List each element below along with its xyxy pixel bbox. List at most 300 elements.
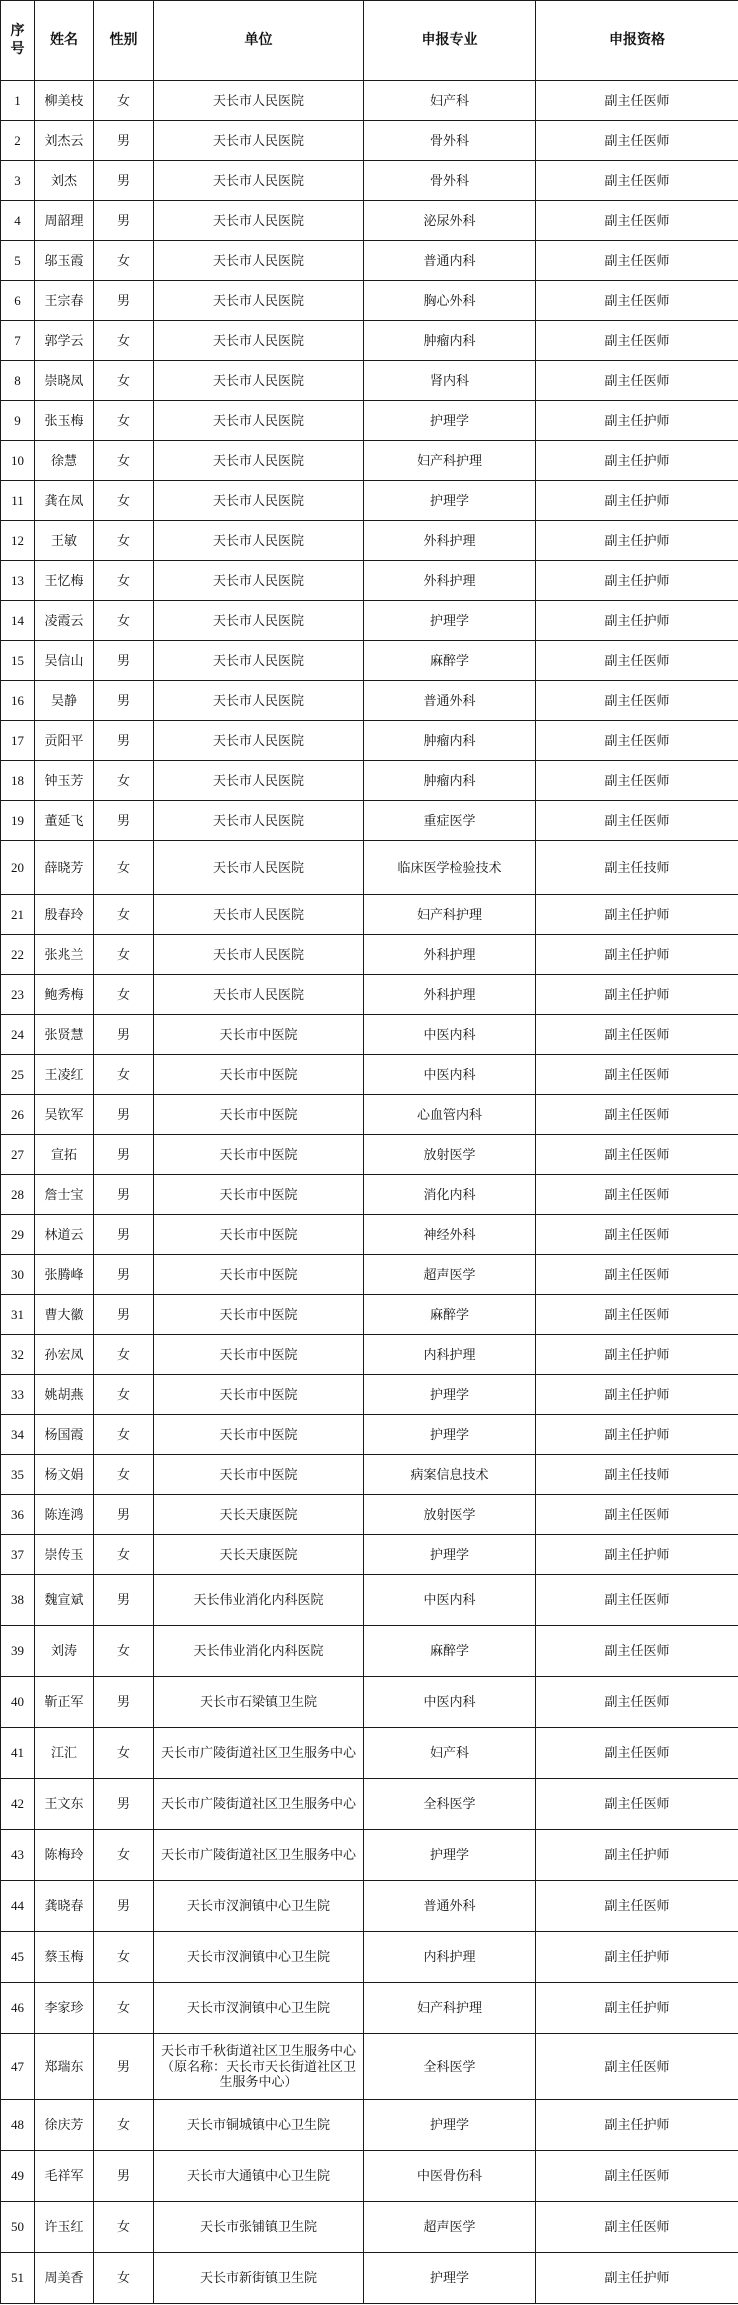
cell-qualification: 副主任医师 xyxy=(536,241,738,281)
cell-name: 王凌红 xyxy=(35,1055,94,1095)
table-row xyxy=(1,1728,738,1779)
cell-unit: 天长市中医院 xyxy=(154,1095,364,1135)
cell-gender: 女 xyxy=(94,2253,154,2304)
header-no: 序号 xyxy=(1,1,35,81)
cell-qualification: 副主任医师 xyxy=(536,1575,738,1626)
cell-qualification: 副主任医师 xyxy=(536,1626,738,1677)
cell-no: 6 xyxy=(1,281,35,321)
cell-name: 龚晓春 xyxy=(35,1881,94,1932)
cell-no: 13 xyxy=(1,561,35,601)
cell-no: 28 xyxy=(1,1175,35,1215)
cell-qualification: 副主任技师 xyxy=(536,1455,738,1495)
table-row xyxy=(1,481,738,521)
cell-gender: 女 xyxy=(94,761,154,801)
cell-gender: 男 xyxy=(94,1779,154,1830)
cell-name: 刘杰 xyxy=(35,161,94,201)
cell-specialty: 护理学 xyxy=(364,1535,536,1575)
cell-qualification: 副主任医师 xyxy=(536,1728,738,1779)
cell-specialty: 肿瘤内科 xyxy=(364,721,536,761)
table-row xyxy=(1,1535,738,1575)
cell-name: 张兆兰 xyxy=(35,935,94,975)
cell-qualification: 副主任医师 xyxy=(536,801,738,841)
cell-specialty: 放射医学 xyxy=(364,1135,536,1175)
cell-unit: 天长市广陵街道社区卫生服务中心 xyxy=(154,1830,364,1881)
cell-specialty: 超声医学 xyxy=(364,1255,536,1295)
cell-gender: 女 xyxy=(94,841,154,895)
cell-unit: 天长市人民医院 xyxy=(154,241,364,281)
cell-specialty: 肾内科 xyxy=(364,361,536,401)
cell-no: 19 xyxy=(1,801,35,841)
cell-gender: 女 xyxy=(94,1932,154,1983)
cell-unit: 天长市人民医院 xyxy=(154,975,364,1015)
cell-unit: 天长天康医院 xyxy=(154,1535,364,1575)
cell-gender: 女 xyxy=(94,401,154,441)
cell-qualification: 副主任护师 xyxy=(536,895,738,935)
cell-qualification: 副主任医师 xyxy=(536,321,738,361)
cell-specialty: 麻醉学 xyxy=(364,1626,536,1677)
cell-qualification: 副主任医师 xyxy=(536,201,738,241)
cell-specialty: 妇产科 xyxy=(364,1728,536,1779)
cell-gender: 女 xyxy=(94,1983,154,2034)
cell-specialty: 妇产科护理 xyxy=(364,1983,536,2034)
cell-qualification: 副主任护师 xyxy=(536,1415,738,1455)
cell-gender: 女 xyxy=(94,935,154,975)
cell-specialty: 外科护理 xyxy=(364,561,536,601)
table-row xyxy=(1,1932,738,1983)
cell-specialty: 中医内科 xyxy=(364,1677,536,1728)
cell-name: 刘涛 xyxy=(35,1626,94,1677)
cell-no: 18 xyxy=(1,761,35,801)
cell-qualification: 副主任医师 xyxy=(536,1015,738,1055)
cell-unit: 天长市中医院 xyxy=(154,1295,364,1335)
cell-gender: 女 xyxy=(94,1535,154,1575)
cell-no: 49 xyxy=(1,2151,35,2202)
table-row xyxy=(1,81,738,121)
table-row xyxy=(1,1215,738,1255)
cell-unit: 天长市铜城镇中心卫生院 xyxy=(154,2100,364,2151)
table-row xyxy=(1,2151,738,2202)
cell-no: 50 xyxy=(1,2202,35,2253)
cell-gender: 男 xyxy=(94,1881,154,1932)
table-row xyxy=(1,1677,738,1728)
cell-unit: 天长市中医院 xyxy=(154,1215,364,1255)
cell-unit: 天长市大通镇中心卫生院 xyxy=(154,2151,364,2202)
cell-qualification: 副主任护师 xyxy=(536,935,738,975)
cell-qualification: 副主任医师 xyxy=(536,1215,738,1255)
cell-unit: 天长市人民医院 xyxy=(154,161,364,201)
cell-specialty: 妇产科 xyxy=(364,81,536,121)
cell-qualification: 副主任护师 xyxy=(536,521,738,561)
cell-name: 杨文娟 xyxy=(35,1455,94,1495)
cell-unit: 天长市人民医院 xyxy=(154,521,364,561)
cell-gender: 男 xyxy=(94,161,154,201)
cell-no: 44 xyxy=(1,1881,35,1932)
table-row xyxy=(1,1095,738,1135)
cell-specialty: 外科护理 xyxy=(364,935,536,975)
cell-qualification: 副主任护师 xyxy=(536,975,738,1015)
cell-gender: 男 xyxy=(94,1495,154,1535)
cell-specialty: 超声医学 xyxy=(364,2202,536,2253)
cell-gender: 女 xyxy=(94,1728,154,1779)
table-row xyxy=(1,1175,738,1215)
cell-name: 崇晓凤 xyxy=(35,361,94,401)
table-row xyxy=(1,1295,738,1335)
cell-gender: 女 xyxy=(94,2100,154,2151)
cell-name: 龚在凤 xyxy=(35,481,94,521)
cell-qualification: 副主任医师 xyxy=(536,2034,738,2100)
cell-unit: 天长市人民医院 xyxy=(154,561,364,601)
cell-name: 蔡玉梅 xyxy=(35,1932,94,1983)
cell-no: 42 xyxy=(1,1779,35,1830)
table-row xyxy=(1,2253,738,2304)
cell-gender: 女 xyxy=(94,361,154,401)
cell-specialty: 中医内科 xyxy=(364,1575,536,1626)
cell-name: 周韶理 xyxy=(35,201,94,241)
cell-qualification: 副主任医师 xyxy=(536,1677,738,1728)
cell-specialty: 妇产科护理 xyxy=(364,895,536,935)
cell-specialty: 普通内科 xyxy=(364,241,536,281)
table-header xyxy=(1,1,738,81)
table-row xyxy=(1,2034,738,2100)
cell-unit: 天长市人民医院 xyxy=(154,361,364,401)
cell-name: 崇传玉 xyxy=(35,1535,94,1575)
table-row xyxy=(1,1779,738,1830)
cell-name: 靳正军 xyxy=(35,1677,94,1728)
cell-qualification: 副主任医师 xyxy=(536,1881,738,1932)
cell-name: 李家珍 xyxy=(35,1983,94,2034)
cell-name: 宣拓 xyxy=(35,1135,94,1175)
cell-specialty: 肿瘤内科 xyxy=(364,761,536,801)
cell-qualification: 副主任医师 xyxy=(536,2202,738,2253)
cell-no: 51 xyxy=(1,2253,35,2304)
cell-specialty: 全科医学 xyxy=(364,2034,536,2100)
cell-specialty: 中医内科 xyxy=(364,1055,536,1095)
cell-gender: 女 xyxy=(94,1455,154,1495)
cell-qualification: 副主任医师 xyxy=(536,1255,738,1295)
cell-qualification: 副主任护师 xyxy=(536,481,738,521)
cell-specialty: 内科护理 xyxy=(364,1335,536,1375)
cell-no: 39 xyxy=(1,1626,35,1677)
cell-name: 董延飞 xyxy=(35,801,94,841)
cell-name: 毛祥军 xyxy=(35,2151,94,2202)
cell-qualification: 副主任医师 xyxy=(536,1779,738,1830)
cell-no: 47 xyxy=(1,2034,35,2100)
table-row xyxy=(1,201,738,241)
cell-gender: 男 xyxy=(94,121,154,161)
cell-specialty: 放射医学 xyxy=(364,1495,536,1535)
table-row xyxy=(1,1983,738,2034)
table-row xyxy=(1,1881,738,1932)
cell-unit: 天长市人民医院 xyxy=(154,801,364,841)
cell-gender: 男 xyxy=(94,1677,154,1728)
table-row xyxy=(1,1495,738,1535)
cell-unit: 天长市人民医院 xyxy=(154,761,364,801)
header-row xyxy=(1,1,738,81)
table-row xyxy=(1,1455,738,1495)
cell-no: 29 xyxy=(1,1215,35,1255)
cell-name: 吴信山 xyxy=(35,641,94,681)
cell-specialty: 中医骨伤科 xyxy=(364,2151,536,2202)
table-row xyxy=(1,121,738,161)
cell-name: 徐慧 xyxy=(35,441,94,481)
cell-gender: 女 xyxy=(94,1335,154,1375)
cell-gender: 女 xyxy=(94,895,154,935)
cell-name: 周美香 xyxy=(35,2253,94,2304)
cell-qualification: 副主任医师 xyxy=(536,721,738,761)
cell-name: 吴钦军 xyxy=(35,1095,94,1135)
table-row xyxy=(1,281,738,321)
cell-gender: 女 xyxy=(94,2202,154,2253)
header-gender: 性别 xyxy=(94,1,154,81)
cell-name: 刘杰云 xyxy=(35,121,94,161)
cell-unit: 天长市人民医院 xyxy=(154,281,364,321)
cell-unit: 天长市人民医院 xyxy=(154,681,364,721)
cell-no: 33 xyxy=(1,1375,35,1415)
cell-gender: 女 xyxy=(94,1055,154,1095)
cell-gender: 男 xyxy=(94,1575,154,1626)
cell-unit: 天长市人民医院 xyxy=(154,321,364,361)
cell-name: 柳美枝 xyxy=(35,81,94,121)
table-row xyxy=(1,1255,738,1295)
table-row xyxy=(1,2100,738,2151)
cell-unit: 天长天康医院 xyxy=(154,1495,364,1535)
cell-qualification: 副主任医师 xyxy=(536,1495,738,1535)
cell-unit: 天长市人民医院 xyxy=(154,841,364,895)
cell-gender: 女 xyxy=(94,561,154,601)
cell-qualification: 副主任护师 xyxy=(536,1535,738,1575)
cell-name: 凌霞云 xyxy=(35,601,94,641)
cell-unit: 天长伟业消化内科医院 xyxy=(154,1626,364,1677)
cell-qualification: 副主任技师 xyxy=(536,841,738,895)
cell-unit: 天长市中医院 xyxy=(154,1255,364,1295)
cell-gender: 女 xyxy=(94,81,154,121)
table-row xyxy=(1,441,738,481)
table-row xyxy=(1,895,738,935)
cell-specialty: 护理学 xyxy=(364,2100,536,2151)
cell-specialty: 麻醉学 xyxy=(364,1295,536,1335)
cell-gender: 男 xyxy=(94,1095,154,1135)
cell-name: 王忆梅 xyxy=(35,561,94,601)
cell-qualification: 副主任护师 xyxy=(536,1335,738,1375)
cell-no: 1 xyxy=(1,81,35,121)
cell-name: 詹士宝 xyxy=(35,1175,94,1215)
cell-gender: 女 xyxy=(94,521,154,561)
cell-name: 张玉梅 xyxy=(35,401,94,441)
cell-gender: 女 xyxy=(94,1830,154,1881)
cell-name: 王敏 xyxy=(35,521,94,561)
cell-gender: 男 xyxy=(94,1255,154,1295)
cell-unit: 天长市中医院 xyxy=(154,1455,364,1495)
header-name: 姓名 xyxy=(35,1,94,81)
cell-qualification: 副主任医师 xyxy=(536,2151,738,2202)
cell-unit: 天长市人民医院 xyxy=(154,641,364,681)
cell-gender: 男 xyxy=(94,1135,154,1175)
cell-specialty: 骨外科 xyxy=(364,161,536,201)
cell-unit: 天长市广陵街道社区卫生服务中心 xyxy=(154,1779,364,1830)
cell-gender: 男 xyxy=(94,1015,154,1055)
cell-qualification: 副主任护师 xyxy=(536,401,738,441)
cell-name: 钟玉芳 xyxy=(35,761,94,801)
table-row xyxy=(1,161,738,201)
table-row xyxy=(1,1135,738,1175)
cell-name: 王宗春 xyxy=(35,281,94,321)
table-row xyxy=(1,601,738,641)
cell-no: 16 xyxy=(1,681,35,721)
cell-unit: 天长市中医院 xyxy=(154,1055,364,1095)
cell-specialty: 普通外科 xyxy=(364,1881,536,1932)
table-row xyxy=(1,2202,738,2253)
cell-specialty: 护理学 xyxy=(364,2253,536,2304)
cell-qualification: 副主任医师 xyxy=(536,1135,738,1175)
cell-no: 40 xyxy=(1,1677,35,1728)
cell-unit: 天长市中医院 xyxy=(154,1375,364,1415)
cell-no: 21 xyxy=(1,895,35,935)
cell-no: 32 xyxy=(1,1335,35,1375)
cell-no: 17 xyxy=(1,721,35,761)
cell-no: 38 xyxy=(1,1575,35,1626)
table-row xyxy=(1,241,738,281)
cell-qualification: 副主任医师 xyxy=(536,361,738,401)
cell-qualification: 副主任护师 xyxy=(536,1983,738,2034)
cell-gender: 男 xyxy=(94,1295,154,1335)
cell-no: 26 xyxy=(1,1095,35,1135)
table-row xyxy=(1,681,738,721)
cell-no: 4 xyxy=(1,201,35,241)
cell-unit: 天长市广陵街道社区卫生服务中心 xyxy=(154,1728,364,1779)
cell-gender: 女 xyxy=(94,441,154,481)
cell-name: 许玉红 xyxy=(35,2202,94,2253)
cell-name: 吴静 xyxy=(35,681,94,721)
cell-qualification: 副主任医师 xyxy=(536,121,738,161)
table-row xyxy=(1,641,738,681)
cell-specialty: 中医内科 xyxy=(364,1015,536,1055)
cell-unit: 天长市人民医院 xyxy=(154,721,364,761)
cell-gender: 女 xyxy=(94,321,154,361)
cell-gender: 男 xyxy=(94,681,154,721)
cell-no: 34 xyxy=(1,1415,35,1455)
cell-name: 薛晓芳 xyxy=(35,841,94,895)
table-row xyxy=(1,521,738,561)
cell-name: 曹大徽 xyxy=(35,1295,94,1335)
cell-no: 10 xyxy=(1,441,35,481)
cell-name: 陈梅玲 xyxy=(35,1830,94,1881)
cell-qualification: 副主任护师 xyxy=(536,1932,738,1983)
cell-specialty: 消化内科 xyxy=(364,1175,536,1215)
cell-gender: 男 xyxy=(94,281,154,321)
cell-qualification: 副主任医师 xyxy=(536,641,738,681)
cell-name: 殷春玲 xyxy=(35,895,94,935)
cell-unit: 天长市人民医院 xyxy=(154,895,364,935)
cell-specialty: 普通外科 xyxy=(364,681,536,721)
cell-unit: 天长市中医院 xyxy=(154,1135,364,1175)
cell-unit: 天长市中医院 xyxy=(154,1335,364,1375)
cell-no: 25 xyxy=(1,1055,35,1095)
cell-no: 7 xyxy=(1,321,35,361)
table-row xyxy=(1,321,738,361)
cell-specialty: 肿瘤内科 xyxy=(364,321,536,361)
cell-name: 张贤慧 xyxy=(35,1015,94,1055)
cell-qualification: 副主任护师 xyxy=(536,1830,738,1881)
table-row xyxy=(1,1375,738,1415)
table-row xyxy=(1,975,738,1015)
cell-no: 43 xyxy=(1,1830,35,1881)
cell-name: 江汇 xyxy=(35,1728,94,1779)
cell-unit: 天长市人民医院 xyxy=(154,201,364,241)
cell-no: 31 xyxy=(1,1295,35,1335)
table-body xyxy=(1,81,738,2304)
cell-specialty: 护理学 xyxy=(364,1415,536,1455)
table-row xyxy=(1,361,738,401)
cell-no: 22 xyxy=(1,935,35,975)
cell-no: 46 xyxy=(1,1983,35,2034)
cell-gender: 男 xyxy=(94,1215,154,1255)
cell-no: 2 xyxy=(1,121,35,161)
cell-gender: 女 xyxy=(94,601,154,641)
cell-no: 24 xyxy=(1,1015,35,1055)
cell-no: 45 xyxy=(1,1932,35,1983)
cell-specialty: 神经外科 xyxy=(364,1215,536,1255)
cell-name: 林道云 xyxy=(35,1215,94,1255)
table-row xyxy=(1,401,738,441)
cell-qualification: 副主任医师 xyxy=(536,1055,738,1095)
cell-no: 41 xyxy=(1,1728,35,1779)
cell-specialty: 病案信息技术 xyxy=(364,1455,536,1495)
cell-specialty: 内科护理 xyxy=(364,1932,536,1983)
cell-specialty: 重症医学 xyxy=(364,801,536,841)
cell-specialty: 外科护理 xyxy=(364,975,536,1015)
table-row xyxy=(1,561,738,601)
cell-name: 姚胡燕 xyxy=(35,1375,94,1415)
cell-no: 15 xyxy=(1,641,35,681)
cell-specialty: 外科护理 xyxy=(364,521,536,561)
cell-gender: 男 xyxy=(94,641,154,681)
cell-gender: 男 xyxy=(94,2151,154,2202)
cell-gender: 男 xyxy=(94,201,154,241)
table-row xyxy=(1,721,738,761)
cell-no: 27 xyxy=(1,1135,35,1175)
cell-name: 王文东 xyxy=(35,1779,94,1830)
cell-no: 14 xyxy=(1,601,35,641)
cell-qualification: 副主任护师 xyxy=(536,601,738,641)
table-row xyxy=(1,1415,738,1455)
cell-unit: 天长市中医院 xyxy=(154,1415,364,1455)
cell-gender: 男 xyxy=(94,721,154,761)
cell-specialty: 护理学 xyxy=(364,401,536,441)
cell-name: 邬玉霞 xyxy=(35,241,94,281)
cell-specialty: 护理学 xyxy=(364,1375,536,1415)
cell-unit: 天长市人民医院 xyxy=(154,81,364,121)
cell-specialty: 泌尿外科 xyxy=(364,201,536,241)
cell-no: 37 xyxy=(1,1535,35,1575)
cell-name: 杨国霞 xyxy=(35,1415,94,1455)
cell-no: 23 xyxy=(1,975,35,1015)
cell-unit: 天长市汊涧镇中心卫生院 xyxy=(154,1983,364,2034)
cell-name: 魏宣斌 xyxy=(35,1575,94,1626)
cell-specialty: 全科医学 xyxy=(364,1779,536,1830)
cell-no: 5 xyxy=(1,241,35,281)
cell-name: 郭学云 xyxy=(35,321,94,361)
cell-qualification: 副主任护师 xyxy=(536,441,738,481)
cell-no: 9 xyxy=(1,401,35,441)
cell-specialty: 胸心外科 xyxy=(364,281,536,321)
cell-gender: 男 xyxy=(94,1175,154,1215)
table-row xyxy=(1,1830,738,1881)
cell-specialty: 临床医学检验技术 xyxy=(364,841,536,895)
cell-gender: 男 xyxy=(94,2034,154,2100)
cell-no: 8 xyxy=(1,361,35,401)
cell-unit: 天长市中医院 xyxy=(154,1175,364,1215)
table-row xyxy=(1,841,738,895)
